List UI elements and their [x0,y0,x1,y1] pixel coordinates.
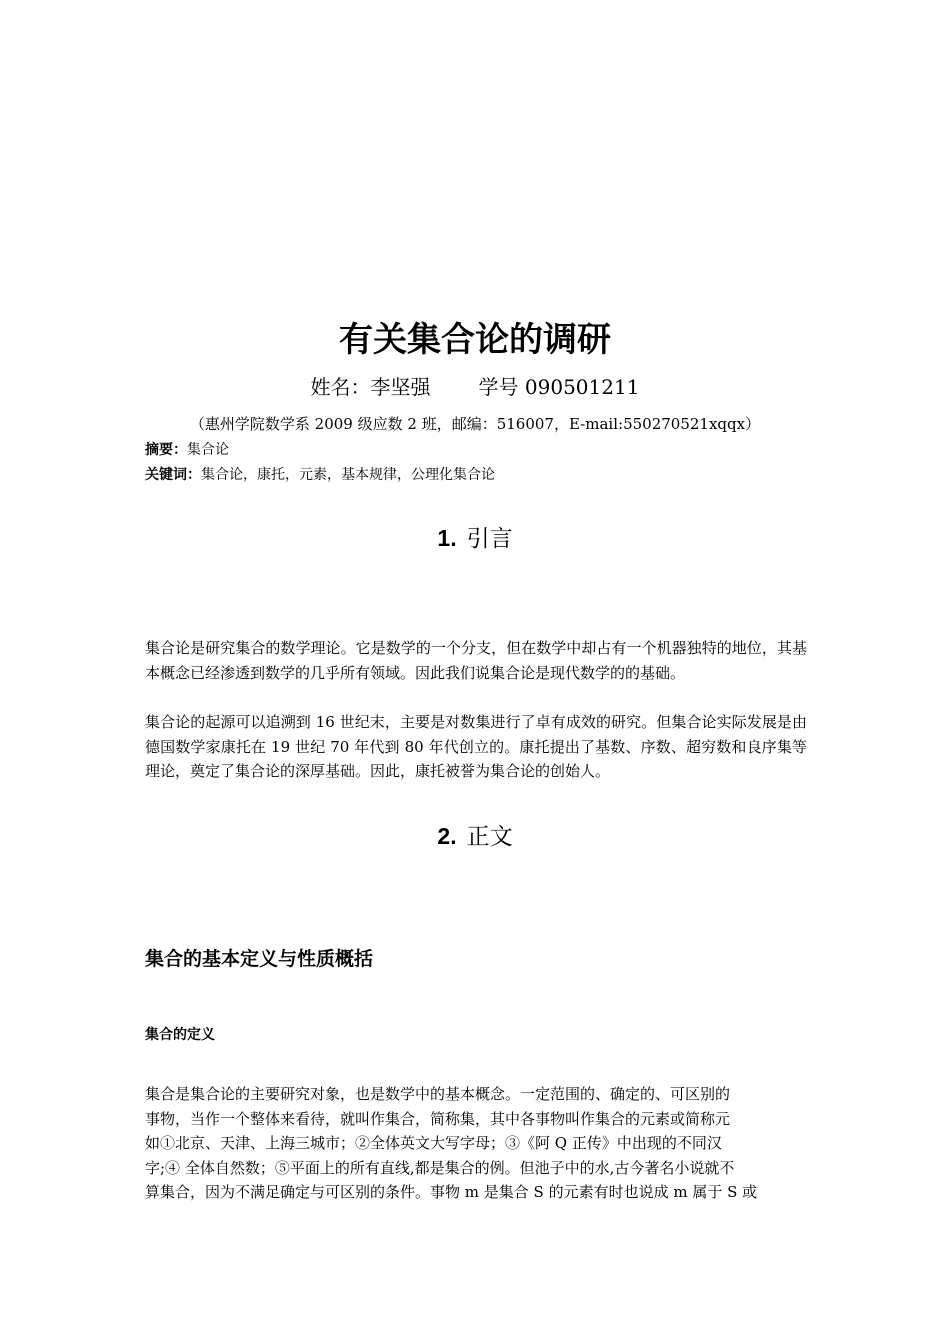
section-number: 1. [437,525,457,551]
paragraph-line: 算集合，因为不满足确定与可区别的条件。事物 m 是集合 S 的元素有时也说成 m 属于 S 或 [145,1183,758,1201]
intro-paragraph-2: 集合论的起源可以追溯到 16 世纪末，主要是对数集进行了卓有成效的研究。但集合论实际发展是由德国数学家康托在 19 世纪 70 年代到 80 年代创立的。康托提出了基数、序数、超穷数和良序集等理论，奠定了集合论的深厚基础。因此，康托被誉为集合论的创始人。 [145,713,807,780]
author-line [0,372,950,402]
abstract-line [145,439,229,461]
affiliation: （惠州学院数学系 2009 级应数 2 班，邮编：516007，E-mail:550270521xqqx） [189,415,761,433]
keywords-label: 关键词： [145,467,201,483]
keywords-text: 集合论，康托，元素，基本规律，公理化集合论 [201,467,495,483]
section-title: 正文 [466,824,513,850]
subsubsection-heading: 集合的定义 [145,1027,215,1043]
paragraph-line: 集合是集合论的主要研究对象，也是数学中的基本概念。一定范围的、确定的、可区别的 [145,1085,731,1103]
intro-paragraph-1: 集合论是研究集合的数学理论。它是数学的一个分支，但在数学中却占有一个机器独特的地位，其基本概念已经渗透到数学的几乎所有领域。因此我们说集合论是现代数学的的基础。 [145,639,807,682]
abstract-label: 摘要： [145,442,187,458]
section-title: 引言 [466,526,513,552]
keywords-line [145,464,495,486]
document-title: 有关集合论的调研 [339,320,611,360]
paragraph-line: 字;④ 全体自然数；⑤平面上的所有直线,都是集合的例。但池子中的水,古今著名小说就不 [145,1158,735,1177]
abstract-text: 集合论 [187,442,229,458]
section-number: 2. [437,823,457,849]
definition-paragraph [145,1082,807,1205]
author-name: 姓名：李坚强 [310,375,431,399]
section-heading-introduction [0,522,950,555]
paragraph-line: 如①北京、天津、上海三城市；②全体英文大写字母；③《阿 Q 正传》中出现的不同汉 [145,1134,722,1152]
subsection-heading: 集合的基本定义与性质概括 [145,948,374,970]
section-heading-main-text [0,820,950,853]
student-id: 学号 090501211 [478,375,640,399]
paragraph-line: 事物，当作一个整体来看待，就叫作集合，简称集，其中各事物叫作集合的元素或简称元 [145,1109,731,1128]
